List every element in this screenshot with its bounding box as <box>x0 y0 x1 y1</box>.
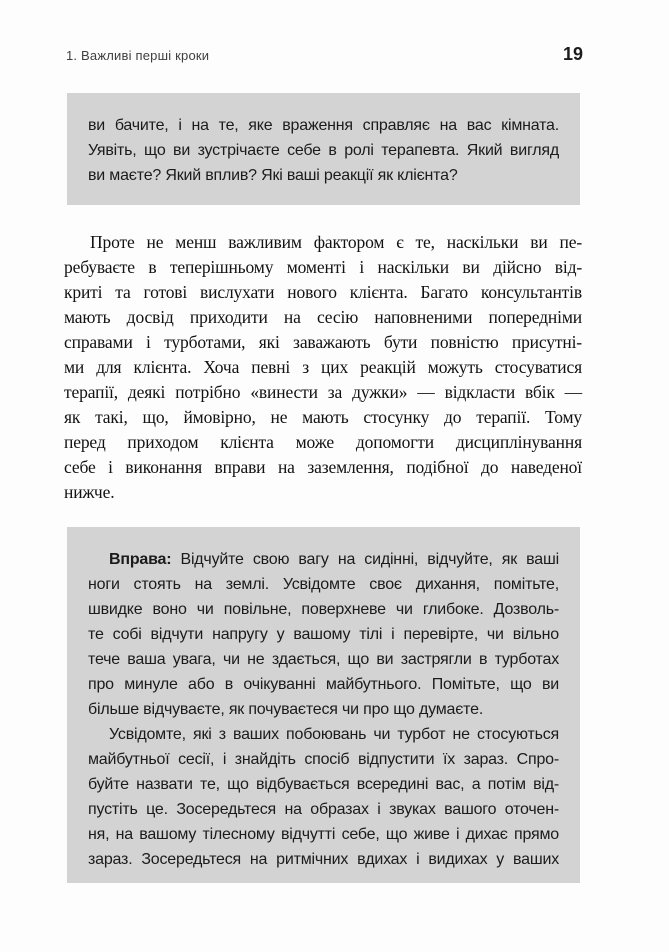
page-content <box>64 93 582 883</box>
text-line: ви маєте? Який вплив? Які ваші реакції як клієнта? <box>88 167 458 184</box>
exercise-paragraph-2 <box>88 722 559 872</box>
text-line: про минуле або в очікуванні майбутнього. Помітьте, що ви <box>88 676 559 693</box>
text-line: себе і виконання вправи на заземлення, подібної до наведеної <box>64 457 582 477</box>
body-paragraph <box>64 230 582 505</box>
exercise-label: Вправа: <box>109 551 172 568</box>
text-line: справами і турботами, які заважають бути повністю присутні- <box>64 332 582 352</box>
intro-continuation-box <box>67 93 580 205</box>
text-line: мають досвід приходити на сесію наповненими попередніми <box>64 307 582 327</box>
text-line: терапії, деякі потрібно «винести за дужки» — відкласти вбік — <box>64 382 582 402</box>
text-line: Проте не менш важливим фактором є те, наскільки ви пе- <box>90 232 582 252</box>
text-line: більше відчуваєте, як почуваєтеся чи про що думаєте. <box>88 701 484 718</box>
text-line: ня, на вашому тілесному відчутті себе, що живе і дихає прямо <box>88 826 559 843</box>
text-line: ребуваєте в теперішньому моменті і наскільки ви дійсно від- <box>64 257 582 277</box>
text-line: перед приходом клієнта може допомогти дисциплінування <box>64 432 582 452</box>
chapter-title: 1. Важливі перші кроки <box>66 48 210 63</box>
text-line: швидке воно чи повільне, поверхневе чи глибоке. Дозволь- <box>88 601 559 618</box>
text-line: зараз. Зосередьтеся на ритмічних вдихах і видихах у ваших <box>88 851 559 868</box>
text-line: Уявіть, що ви зустрічаєте себе в ролі терапевта. Який вигляд <box>88 142 559 159</box>
text-line: тече ваша увага, чи не здається, що ви застрягли в турботах <box>88 651 559 668</box>
text-line: нижче. <box>64 482 115 502</box>
text-line: майбутньої сесії, і знайдіть спосіб відпустити їх зараз. Спро- <box>88 751 559 768</box>
text-line: Усвідомте, які з ваших побоювань чи турбот не стосуються <box>109 726 559 743</box>
page-number: 19 <box>562 44 583 64</box>
running-header <box>66 44 583 65</box>
text-line: Вправа: Відчуйте свою вагу на сидінні, відчуйте, як ваші <box>109 551 559 568</box>
text-line: ми для клієнта. Хоча певні з цих реакцій можуть стосуватися <box>64 357 582 377</box>
text-line: ви бачите, і на те, яке враження справляє на вас кімната. <box>88 117 559 134</box>
text-line: пустіть це. Зосередьтеся на образах і звуках вашого оточен- <box>88 801 559 818</box>
exercise-box <box>67 527 580 883</box>
text-line: буйте назвати те, що відбувається всередині вас, а потім від- <box>88 776 559 793</box>
text-line: як такі, що, ймовірно, не мають стосунку до терапії. Тому <box>64 407 582 427</box>
exercise-paragraph-1 <box>88 547 559 722</box>
text-line: те собі відчути напругу у вашому тілі і перевірте, чи вільно <box>88 626 559 643</box>
text-line: ноги стоять на землі. Усвідомте своє дихання, помітьте, <box>88 576 559 593</box>
text-line: криті та готові вислухати нового клієнта. Багато консультантів <box>64 282 582 302</box>
